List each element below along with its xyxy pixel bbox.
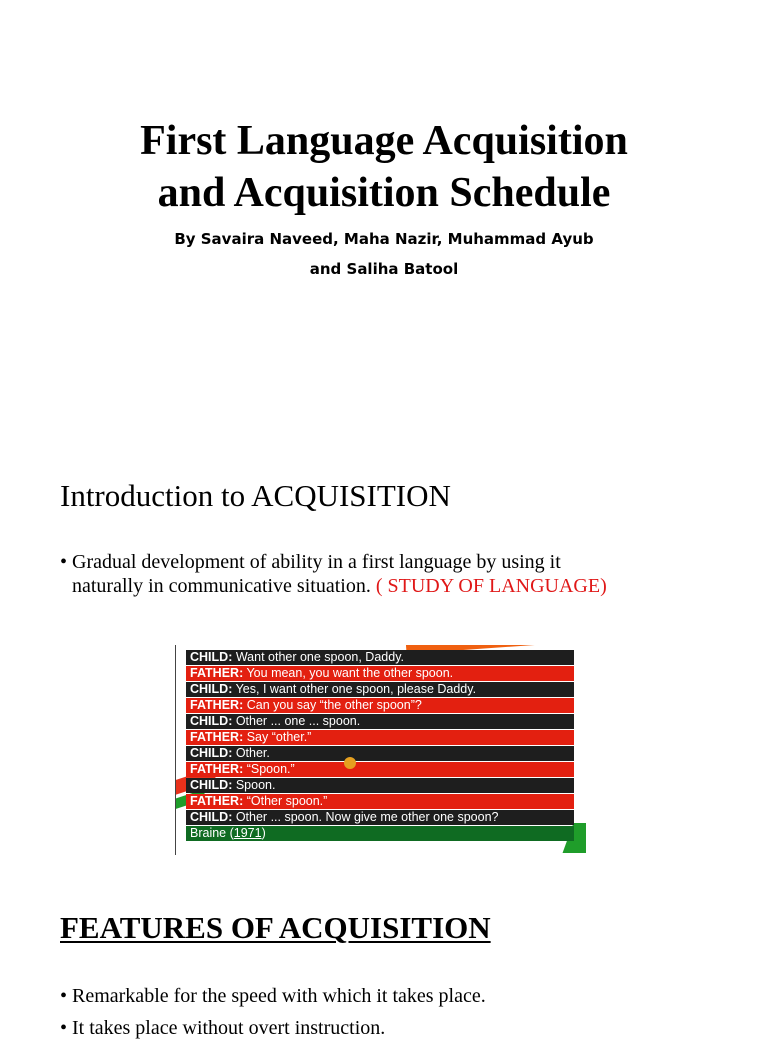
bullet-dot: •	[60, 985, 68, 1007]
bullet-line-1: Gradual development of ability in a first language by using it	[72, 551, 561, 573]
utterance-text: Other.	[232, 746, 270, 760]
speaker-label: CHILD:	[190, 714, 233, 728]
pointer-dot	[344, 757, 356, 769]
bullet-dot: •	[60, 551, 68, 573]
dialog-line-father	[186, 730, 574, 745]
title-line-2: and Acquisition Schedule	[157, 170, 611, 216]
features-bullet-2-text: It takes place without overt instruction.	[72, 1017, 386, 1039]
features-bullet-1	[60, 984, 720, 1008]
dialog-line-child	[186, 778, 574, 793]
utterance-text: “Other spoon.”	[243, 794, 328, 808]
utterance-text: Can you say “the other spoon”?	[243, 698, 422, 712]
speaker-label: CHILD:	[190, 746, 233, 760]
bullet-source: ( STUDY OF LANGUAGE)	[375, 575, 607, 597]
features-heading: FEATURES OF ACQUISITION	[60, 910, 491, 945]
utterance-text: Other ... spoon. Now give me other one spoon?	[232, 810, 499, 824]
features-bullet-2	[60, 1016, 720, 1040]
dialog-line-child	[186, 714, 574, 729]
title-line-1: First Language Acquisition	[140, 118, 628, 164]
dialog-rows	[186, 650, 574, 842]
dialog-line-child	[186, 810, 574, 825]
utterance-text: Want other one spoon, Daddy.	[232, 650, 404, 664]
bullet-dot: •	[60, 1017, 68, 1039]
source-close: )	[261, 826, 266, 840]
features-slide	[0, 890, 768, 1039]
utterance-text: Other ... one ... spoon.	[232, 714, 361, 728]
utterance-text: You mean, you want the other spoon.	[243, 666, 454, 680]
intro-bullet	[60, 550, 720, 598]
utterance-text: Yes, I want other one spoon, please Daddy.	[232, 682, 477, 696]
speaker-label: FATHER:	[190, 666, 244, 680]
speaker-label: CHILD:	[190, 778, 233, 792]
intro-heading: Introduction to ACQUISITION	[60, 478, 451, 513]
utterance-text: Spoon.	[232, 778, 276, 792]
byline-authors: By Savaira Naveed, Maha Nazir, Muhammad Ayub	[174, 230, 594, 248]
speaker-label: FATHER:	[190, 762, 244, 776]
bullet-line-2	[60, 574, 720, 598]
source-year: 1971	[233, 826, 262, 840]
features-bullet-1-text: Remarkable for the speed with which it takes place.	[72, 985, 486, 1007]
dialog-line-father	[186, 762, 574, 777]
dialog-line-child	[186, 650, 574, 665]
dialog-line-father	[186, 698, 574, 713]
intro-slide	[0, 440, 768, 880]
speaker-label: CHILD:	[190, 810, 233, 824]
dialog-image	[175, 645, 586, 855]
dialog-line-child	[186, 682, 574, 697]
utterance-text: “Spoon.”	[243, 762, 295, 776]
dialog-line-father	[186, 666, 574, 681]
bullet-text: naturally in communicative situation.	[72, 575, 371, 597]
utterance-text: Say “other.”	[243, 730, 312, 744]
speaker-label: FATHER:	[190, 730, 244, 744]
speaker-label: FATHER:	[190, 794, 244, 808]
source-author: Braine (	[190, 826, 234, 840]
dialog-line-child	[186, 746, 574, 761]
speaker-label: FATHER:	[190, 698, 244, 712]
slide-title	[0, 115, 768, 219]
title-slide	[0, 0, 768, 430]
dialog-source	[186, 826, 574, 841]
speaker-label: CHILD:	[190, 650, 233, 664]
speaker-label: CHILD:	[190, 682, 233, 696]
byline-authors-cont: and Saliha Batool	[309, 260, 459, 278]
dialog-line-father	[186, 794, 574, 809]
